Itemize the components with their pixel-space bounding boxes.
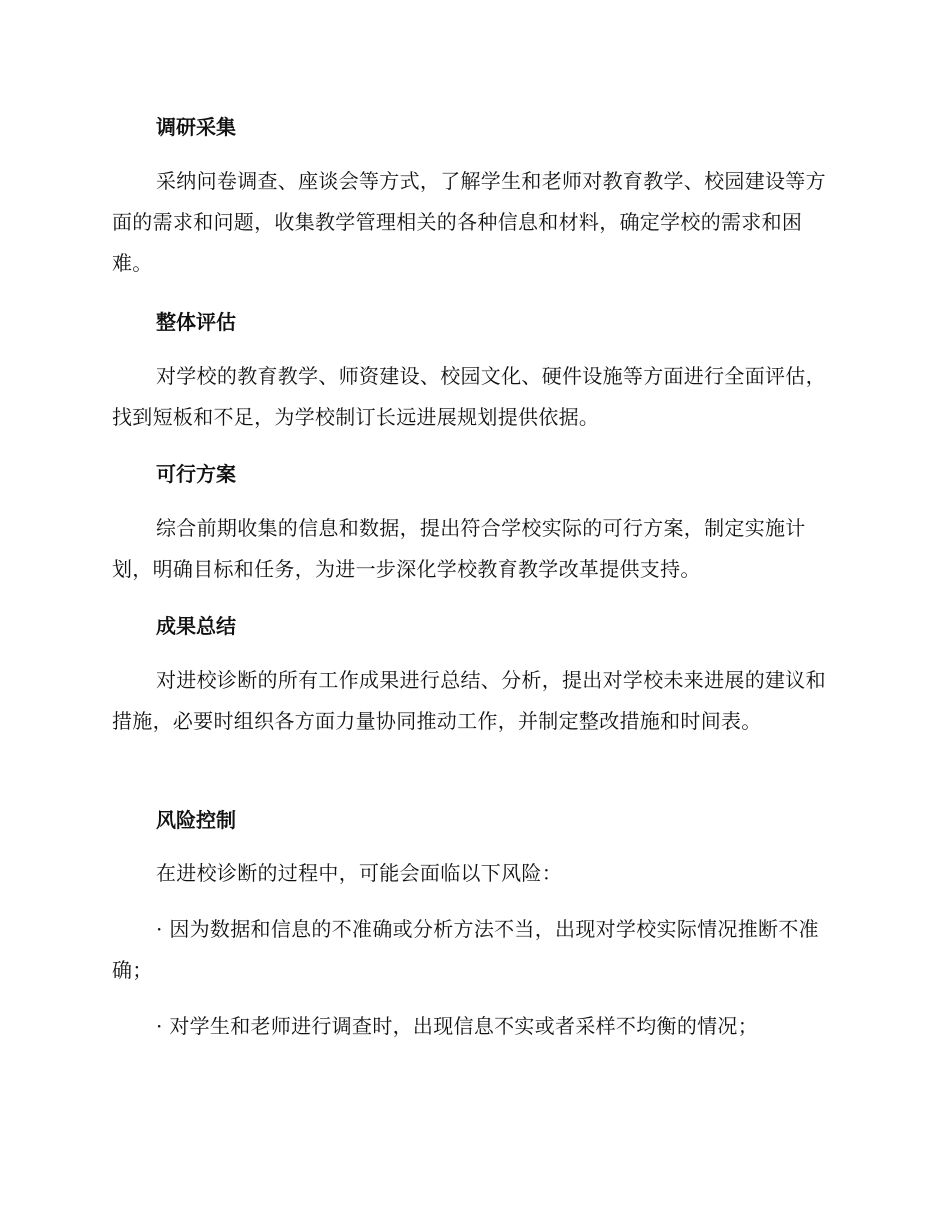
section-heading-research: 调研采集: [156, 115, 236, 139]
section-heading-assessment: 整体评估: [156, 310, 236, 334]
paragraph-plan: 综合前期收集的信息和数据，提出符合学校实际的可行方案，制定实施计划，明确目标和任务，为进一步深化学校教育教学改革提供支持。: [112, 516, 806, 581]
section-heading-summary: 成果总结: [156, 614, 236, 638]
paragraph-research: 采纳问卷调查、座谈会等方式，了解学生和老师对教育教学、校园建设等方面的需求和问题，收集教学管理相关的各种信息和材料，确定学校的需求和困难。: [112, 169, 826, 275]
paragraph-summary: 对进校诊断的所有工作成果进行总结、分析，提出对学校未来进展的建议和措施，必要时组织各方面力量协同推动工作，并制定整改措施和时间表。: [112, 668, 826, 733]
paragraph-risk-intro: 在进校诊断的过程中，可能会面临以下风险：: [156, 861, 562, 885]
section-heading-risk: 风险控制: [156, 808, 236, 832]
list-item-risk-2: · 对学生和老师进行调查时，出现信息不实或者采样不均衡的情况；: [156, 1014, 759, 1038]
section-heading-plan: 可行方案: [156, 462, 236, 486]
list-item-risk-1: · 因为数据和信息的不准确或分析方法不当，出现对学校实际情况推断不准确；: [112, 917, 819, 982]
paragraph-assessment: 对学校的教育教学、师资建设、校园文化、硬件设施等方面进行全面评估，找到短板和不足，为学校制订长远进展规划提供依据。: [112, 364, 826, 429]
